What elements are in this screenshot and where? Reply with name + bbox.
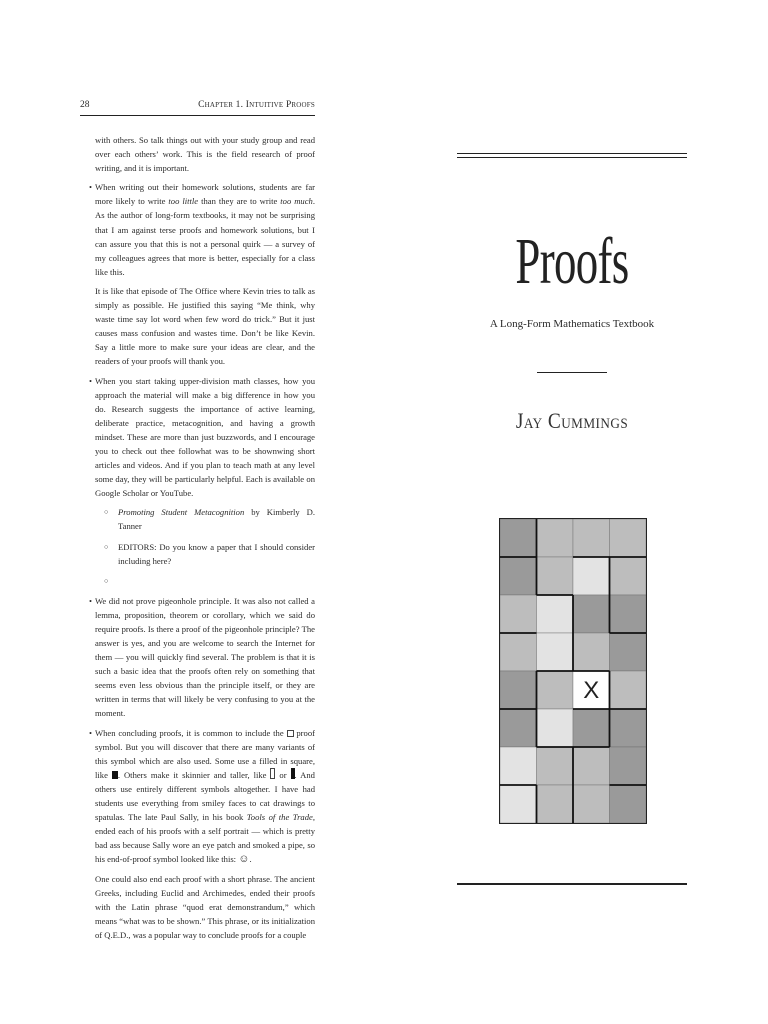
bullet-icon: • [89, 595, 93, 606]
tile-cell [500, 633, 537, 671]
self-portrait-icon: ☺ [238, 853, 250, 866]
tile-cell [610, 709, 647, 747]
chapter-title: Chapter 1. Intuitive Proofs [198, 100, 315, 110]
title-rule-top-second [457, 157, 687, 158]
tile-cell [573, 633, 610, 671]
tile-cell [500, 785, 537, 823]
tile-cell [573, 519, 610, 557]
list-item: • We did not prove pigeonhole principle. It was also not called a lemma, proposition, theorem or corollary, which we said do require proofs. Is there a proof of the pigeonhole principle? The answer is yes, and you are welcome to search the Internet for them — you will quickly find several. The problem is that it is such a basic idea that the proofs often rely on something that seems even less obvious than the principle itself, or they are written in terms that will likely be very confusing to you at the moment. [89, 595, 315, 719]
tile-cell [500, 747, 537, 785]
title-middle-rule [537, 372, 607, 373]
tile-cell [610, 747, 647, 785]
tile-cell [537, 557, 574, 595]
sub-bullet-icon: ○ [104, 576, 109, 585]
body-text [80, 133, 315, 947]
title-rule-bottom [457, 883, 687, 885]
tile-cell [500, 709, 537, 747]
book-subtitle: A Long-Form Mathematics Textbook [489, 318, 655, 330]
tile-cell [610, 595, 647, 633]
tile-cell [537, 671, 574, 709]
book-title: Proofs [515, 225, 629, 298]
running-header [80, 100, 315, 114]
tile-cell [573, 595, 610, 633]
tile-cell [537, 595, 574, 633]
tile-cell [537, 747, 574, 785]
tile-cell [573, 557, 610, 595]
empty-square-icon [287, 730, 294, 737]
paragraph-continued: with others. So talk things out with your study group and read over each others’ work. This is the field research of proof writing, and it is important. [95, 135, 315, 174]
title-rule-top [457, 153, 687, 154]
sub-bullet-icon: ○ [104, 542, 109, 551]
tile-cell [610, 519, 647, 557]
tile-cell [500, 519, 537, 557]
tile-cell [537, 519, 574, 557]
header-rule [80, 115, 315, 116]
paragraph: One could also end each proof with a short phrase. The ancient Greeks, including Euclid and Archimedes, ended their proofs with the Latin phrase “quod erat demonstrandum,” which means “what was to be shown.” This phrase, or its initialization of Q.E.D., was a popular way to conclude proofs for a couple [95, 873, 315, 940]
list-item: • When you start taking upper-division math classes, how you approach the material will make a big difference in how you do. Research suggests the importance of active learning, deliberate practice, metacognition, and having a growth mindset. These are more than just buzzwords, and I encourage you to check out thee followhat was to be shownwing short articles and videos. And if you plan to teach math at any level some day, they will be particularly helpful. Each is available on Google Scholar or YouTube. [89, 375, 315, 499]
sub-list-item: ○ EDITORS: Do you know a paper that I should consider including here? [104, 541, 315, 566]
bullet-icon: • [89, 375, 93, 386]
tile-cell [573, 709, 610, 747]
tile-cell [610, 557, 647, 595]
tile-cell [500, 595, 537, 633]
tile-mark: X [583, 677, 600, 704]
tile-cell [573, 785, 610, 823]
tile-cell [537, 709, 574, 747]
tile-cell [537, 785, 574, 823]
list-item: • When writing out their homework solutions, students are far more likely to write too little than they are to write too much. As the author of long-form textbooks, it may not be surprising that I am against terse proofs and homework solutions, but I can assure you that this is not a personal quirk — a survey of my colleagues agrees that more is better, especially for a class like this. [89, 182, 315, 277]
bullet-icon: • [89, 727, 93, 738]
tile-cell [610, 785, 647, 823]
tile-cell [500, 557, 537, 595]
tiling-illustration [499, 518, 647, 824]
tile-cell [537, 633, 574, 671]
left-page [80, 100, 315, 940]
page-number: 28 [80, 100, 90, 110]
book-author: Jay Cummings [515, 408, 629, 433]
tile-cell [573, 747, 610, 785]
sub-bullet-icon: ○ [104, 508, 109, 517]
list-item: • When concluding proofs, it is common to include the proof symbol. But you will discover that there are many variants of this symbol which are also used. Some use a filled in square, like . Others make it skinnier and taller, like or . And others use entirely different symbols altogether. I have had students use everything from smiley faces to cat drawings to spatulas. The late Paul Sally, in his book Tools of the Trade, ended each of his proofs with a self portrait — which is pretty bad ass because Sally wore an eye patch and smoked a pipe, so his end-of-proof symbol looked like this: ☺. [89, 727, 315, 866]
tile-cell [610, 633, 647, 671]
sub-list-item-empty [80, 574, 315, 588]
tile-cell [500, 671, 537, 709]
sub-list-item: ○ Promoting Student Metacognition by Kimberly D. Tanner [104, 507, 315, 532]
bullet-icon: • [89, 182, 93, 193]
tile-cell [610, 671, 647, 709]
paragraph: It is like that episode of The Office where Kevin tries to talk as simply as possible. He justified this saying “Me think, why waste time say lot word when few word do trick.” But it just causes mass confusion and wastes time. Don’t be like Kevin. Say a little more to make sure your ideas are clear, and the readers of your proofs will thank you. [95, 285, 315, 367]
